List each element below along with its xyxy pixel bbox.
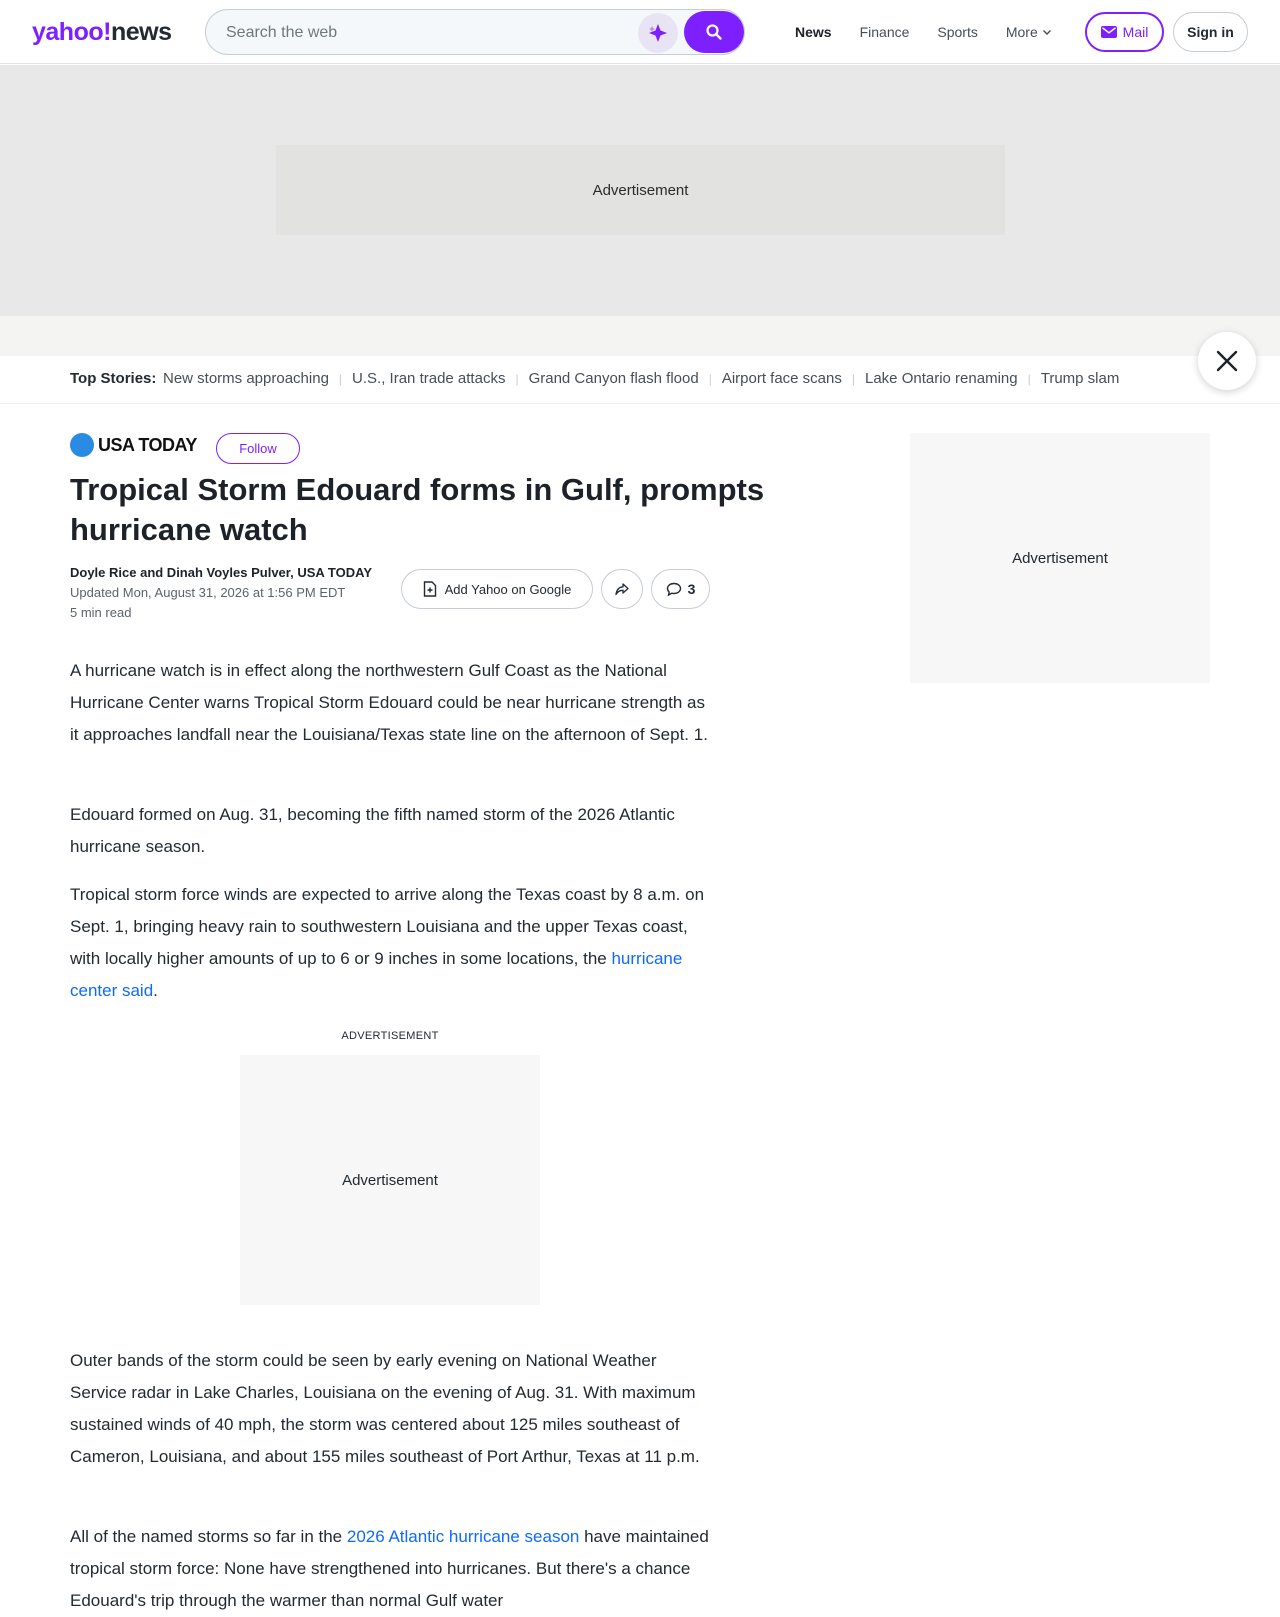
inline-ad[interactable]: Advertisement (240, 1055, 540, 1305)
add-yahoo-on-google-label: Add Yahoo on Google (444, 581, 572, 597)
inline-ad-label: ADVERTISEMENT (341, 1030, 439, 1042)
banner-ad[interactable]: Advertisement (276, 145, 1005, 235)
top-stories-bar (0, 356, 1280, 404)
byline: Doyle Rice and Dinah Voyles Pulver, USA TODAY (70, 565, 372, 580)
read-time: 5 min read (70, 605, 132, 620)
nav-more-label: More (1005, 24, 1038, 40)
top-story-item[interactable]: Airport face scans (721, 370, 842, 387)
separator: | (515, 372, 519, 386)
nav-news[interactable]: News (795, 24, 832, 40)
add-yahoo-on-google-button[interactable] (401, 569, 593, 609)
separator: | (338, 372, 343, 386)
yahoo-news-logo[interactable] (32, 16, 171, 48)
comment-icon (666, 582, 682, 597)
mail-button[interactable] (1085, 12, 1164, 52)
main-nav (795, 20, 1081, 44)
separator: | (851, 372, 855, 386)
logo-section: news (110, 18, 172, 46)
comment-count: 3 (687, 581, 696, 597)
top-story-item[interactable]: New storms approaching (163, 370, 329, 387)
banner-ad-area (0, 65, 1280, 316)
article-paragraph (70, 879, 715, 1007)
article-paragraph: A hurricane watch is in effect along the northwestern Gulf Coast as the National Hurricane Center warns Tropical Storm Edouard could be near hurricane strength as it approaches landfall near the Louisiana/Texas state line on the afternoon of Sept. 1. (70, 661, 708, 744)
sidebar-ad[interactable]: Advertisement (910, 433, 1210, 683)
top-story-item[interactable]: U.S., Iran trade attacks (352, 370, 506, 387)
hurricane-center-link[interactable]: hurricane center said (70, 949, 683, 1000)
article-headline: Tropical Storm Edouard forms in Gulf, prompts hurricane watch (70, 472, 765, 547)
nav-sports[interactable]: Sports (937, 24, 978, 40)
mail-icon (1101, 26, 1117, 38)
paragraph-text: . (153, 981, 158, 1000)
paragraph-text: have maintained tropical storm force: None have strengthened into hurricanes. But there's a chance Edouard's trip through the warmer than normal Gulf water (70, 1527, 709, 1610)
gap-strip (0, 316, 1280, 356)
top-story-item[interactable]: Lake Ontario renaming (865, 370, 1018, 387)
hurricane-season-link[interactable]: 2026 Atlantic hurricane season (346, 1527, 580, 1546)
separator: | (1027, 372, 1031, 386)
share-button[interactable] (601, 569, 643, 609)
article-paragraph: Edouard formed on Aug. 31, becoming the fifth named storm of the 2026 Atlantic hurricane season. (70, 805, 675, 856)
ai-sparkle-icon (648, 23, 668, 43)
site-header (0, 0, 1280, 64)
nav-more[interactable] (1006, 20, 1053, 44)
mail-label: Mail (1122, 24, 1149, 40)
close-icon (1216, 350, 1238, 372)
search-button[interactable] (684, 11, 744, 53)
nav-finance[interactable]: Finance (859, 24, 910, 40)
ai-sparkle-button[interactable] (638, 13, 678, 53)
top-stories-label: Top Stories: (70, 370, 157, 387)
article-paragraph: Outer bands of the storm could be seen by early evening on National Weather Service radar in Lake Charles, Louisiana on the evening of Aug. 31. With maximum sustained winds of 40 mph, the storm was centered about 125 miles southeast of Cameron, Louisiana, and about 155 miles southeast of Port Arthur, Texas at 11 p.m. (70, 1351, 700, 1466)
separator: | (708, 372, 712, 386)
search-box (205, 9, 745, 55)
paragraph-text: Tropical storm force winds are expected to arrive along the Texas coast by 8 a.m. on Sept. 1, bringing heavy rain to southwestern Louisiana and the upper Texas coast, with locally higher amounts of up to 6 or 9 inches in some locations, the (70, 885, 705, 968)
publisher-name: USA TODAY (98, 434, 197, 455)
usa-today-logo-icon (70, 433, 94, 457)
sign-in-button[interactable]: Sign in (1173, 12, 1248, 52)
article-paragraph (70, 1521, 715, 1617)
comments-button[interactable] (651, 569, 710, 609)
updated-timestamp: Updated Mon, August 31, 2026 at 1:56 PM EDT (70, 585, 346, 600)
paragraph-text: All of the named storms so far in the (70, 1527, 347, 1546)
close-button[interactable] (1198, 332, 1256, 390)
top-stories-list (163, 370, 1163, 387)
search-icon (706, 24, 722, 40)
top-story-item[interactable]: Trump slam (1040, 370, 1120, 387)
share-icon (615, 582, 629, 596)
follow-button[interactable]: Follow (216, 433, 300, 464)
top-story-item[interactable]: Grand Canyon flash flood (528, 370, 699, 387)
add-doc-icon (423, 581, 437, 597)
logo-brand: yahoo! (32, 18, 111, 46)
search-input[interactable] (226, 22, 606, 44)
chevron-down-icon (1041, 26, 1053, 38)
publisher[interactable] (70, 433, 197, 457)
